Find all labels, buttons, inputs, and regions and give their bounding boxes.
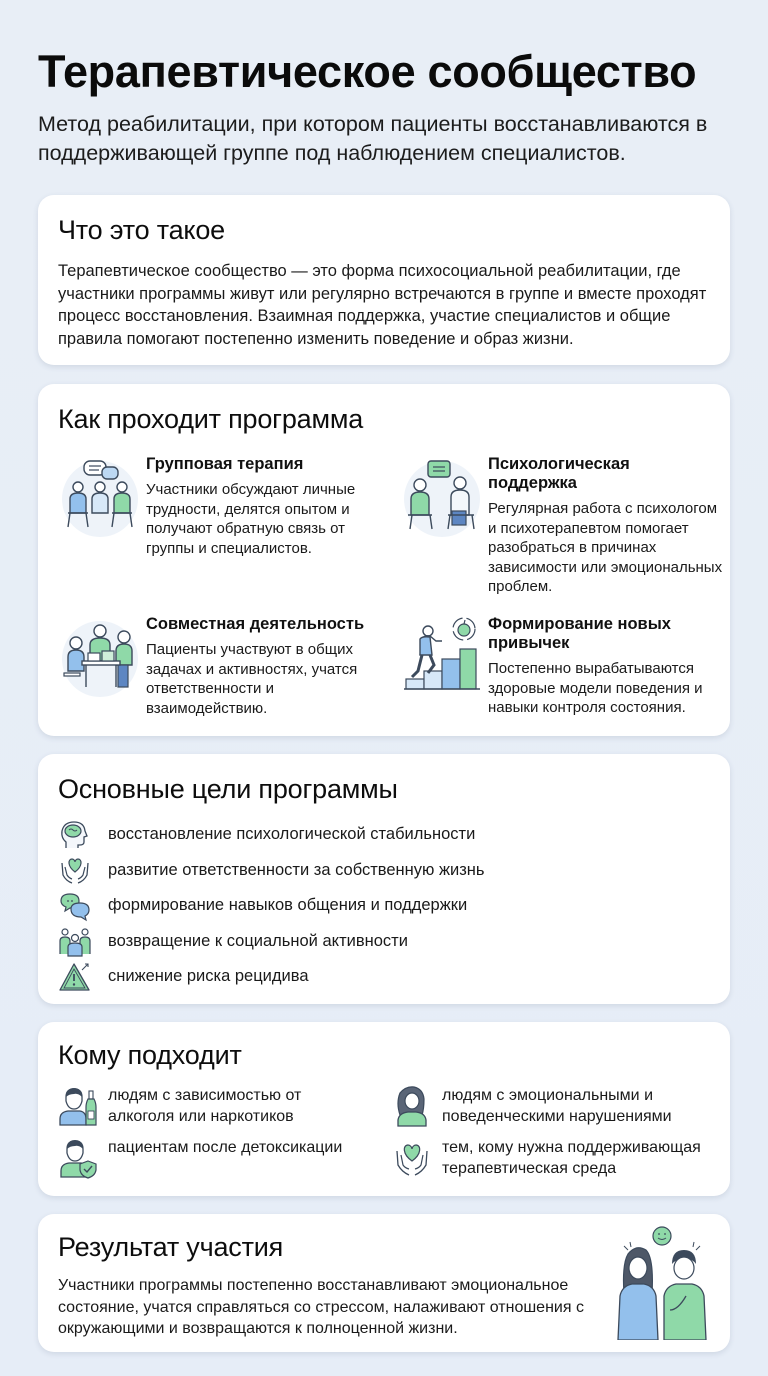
section-title: Кому подходит — [58, 1040, 242, 1070]
section-text: Терапевтическое сообщество — это форма психосоциальной реабилитации, где участники программы живут или регулярно встречаются в группе и вместе проходят процесс восстановления. Взаимная поддержка, участие специалистов и общие правила помогают постепенно изменить поведение и образ жизни. — [58, 262, 707, 348]
section-title: Как проходит программа — [58, 404, 364, 434]
section-title: Результат участия — [58, 1232, 284, 1262]
audience-card — [38, 1022, 730, 1196]
happy-people-illustration — [616, 1224, 708, 1340]
brain-head-icon — [58, 818, 92, 852]
audience-grid — [58, 1085, 710, 1185]
section-title: Что это такое — [58, 215, 225, 245]
people-group-icon — [58, 924, 92, 958]
program-item-title: Психологическая поддержка — [488, 455, 630, 492]
goal-label: развитие ответственности за собственную жизнь — [108, 860, 485, 879]
audience-label: тем, кому нужна поддерживающая терапевтическая среда — [442, 1139, 701, 1177]
program-item-text: Постепенно вырабатываются здоровые модели поведения и навыки контроля состояния. — [488, 660, 703, 716]
program-item-title: Групповая терапия — [146, 455, 304, 473]
chat-bubbles-icon — [58, 889, 92, 923]
person-shield-icon — [58, 1137, 98, 1179]
goal-label: снижение риска рецидива — [108, 967, 309, 986]
goal-label: возвращение к социальной активности — [108, 931, 408, 950]
program-item-title: Формирование новых привычек — [488, 615, 671, 652]
list-item — [392, 1137, 732, 1179]
heart-hands-icon — [392, 1137, 432, 1179]
teamwork-illustration — [58, 615, 142, 699]
section-text: Участники программы постепенно восстанавливают эмоциональное состояние, учатся справляться со стрессом, налаживают отношения с окружающими и возвращаются к полноценной жизни. — [58, 1277, 584, 1337]
list-item — [58, 924, 710, 960]
page-subtitle: Метод реабилитации, при котором пациенты восстанавливаются в поддерживающей группе под наблюдением специалистов. — [38, 112, 708, 165]
program-item-text: Регулярная работа с психологом и психотерапевтом помогает разобраться в причинах зависимости или эмоциональных проблем. — [488, 500, 723, 595]
audience-label: людям с эмоциональными и поведенческими нарушениями — [442, 1087, 672, 1125]
list-item — [392, 1085, 732, 1127]
psychologist-session-illustration — [400, 455, 484, 539]
list-item — [58, 817, 710, 853]
woman-icon — [392, 1085, 432, 1127]
stairs-habits-illustration — [400, 615, 484, 699]
result-card — [38, 1214, 730, 1352]
goal-label: формирование навыков общения и поддержки — [108, 896, 468, 915]
section-title: Основные цели программы — [58, 774, 398, 804]
list-item — [58, 853, 710, 889]
group-therapy-illustration — [58, 455, 142, 539]
what-is-card — [38, 195, 730, 365]
warning-triangle-icon — [58, 960, 92, 994]
program-item-text: Пациенты участвуют в общих задачах и активностях, учатся ответственности и взаимодействию. — [146, 641, 358, 717]
list-item — [58, 1085, 348, 1127]
program-grid — [58, 455, 723, 745]
list-item — [58, 959, 710, 995]
list-item — [58, 888, 710, 924]
program-item-text: Участники обсуждают личные трудности, делятся опытом и получают обратную связь от группы и специалистов. — [146, 481, 356, 557]
goal-label: восстановление психологической стабильности — [108, 825, 476, 844]
goals-list — [58, 817, 710, 995]
person-bottle-icon — [58, 1085, 98, 1127]
list-item — [58, 1137, 368, 1179]
audience-label: людям с зависимостью от алкоголя или наркотиков — [108, 1087, 302, 1125]
page-title: Терапевтическое сообщество — [38, 46, 697, 97]
program-item-title: Совместная деятельность — [146, 615, 365, 633]
audience-label: пациентам после детоксикации — [108, 1139, 343, 1156]
program-card — [38, 384, 730, 736]
goals-card — [38, 754, 730, 1004]
heart-hands-icon — [58, 853, 92, 887]
